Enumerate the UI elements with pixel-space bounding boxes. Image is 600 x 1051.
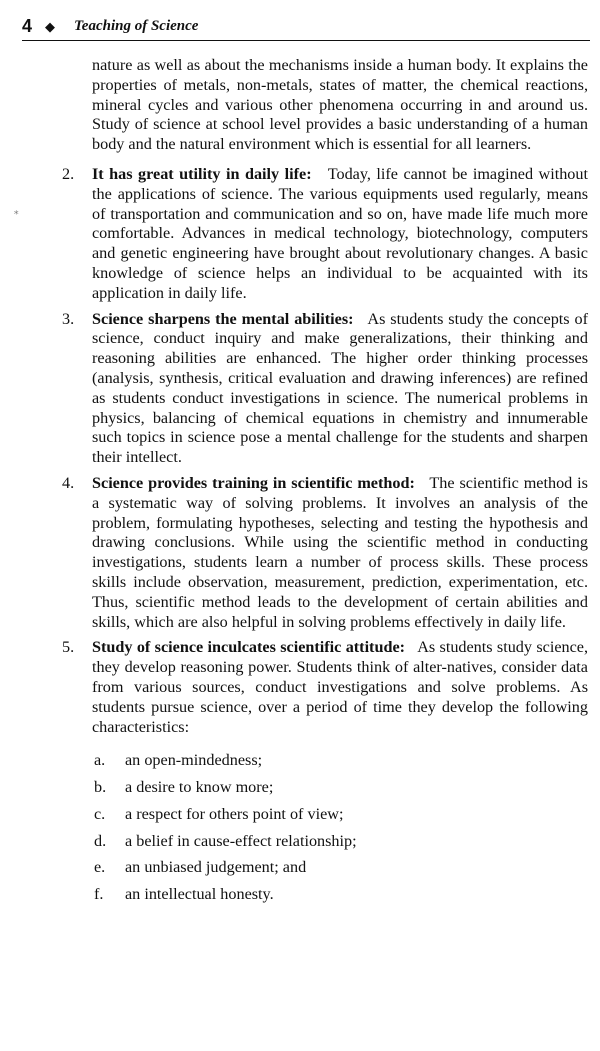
item-heading: It has great utility in daily life: [92, 164, 312, 183]
sublist-letter: f. [94, 885, 104, 904]
sublist-letter: c. [94, 804, 106, 823]
list-item [62, 164, 588, 304]
list-item [62, 473, 588, 632]
item-number: 2. [62, 164, 75, 183]
sublist-text: a respect for others point of view; [125, 804, 344, 823]
sublist-text: a belief in cause-effect relationship; [125, 831, 357, 850]
item-heading: Study of science inculcates scientific attitude: [92, 638, 406, 657]
diamond-icon: ◆ [45, 19, 55, 34]
sublist-text: a desire to know more; [125, 778, 274, 797]
sublist-text: an open-mindedness; [125, 751, 263, 770]
item-number: 3. [62, 309, 75, 328]
page-header [22, 14, 590, 41]
page-body [0, 56, 600, 912]
sublist-letter: a. [94, 751, 106, 770]
item-text: As students study science, they develop reasoning power. Students think of alter-natives, consider data from various sources, conduct investigations and solve problems. As students pursue science, over a period of time they develop the following characteristics: [92, 638, 589, 736]
sublist-item [92, 858, 588, 878]
scan-speck-icon: ⁎ [14, 206, 19, 216]
page-number: 4 [22, 16, 33, 36]
item-heading: Science provides training in scientific method: [92, 473, 415, 492]
sublist-item [92, 778, 588, 798]
list-item [62, 309, 588, 468]
sublist-item [92, 751, 588, 771]
sublist-letter: e. [94, 858, 106, 877]
item-text: Today, life cannot be imagined without the applications of science. The various equipments used regularly, means of transportation and communication and so on, have made life much more comfortable. Advances in medical technology, biotechnology, computers and genetic engineering have brought about revolutionary changes. A basic knowledge of science helps an individual to be acquainted with its application in daily life. [92, 164, 588, 302]
sublist-item [92, 805, 588, 825]
sublist-letter: b. [94, 778, 107, 797]
running-title: Teaching of Science [74, 18, 199, 34]
item-number: 5. [62, 638, 75, 657]
intro-paragraph: nature as well as about the mechanisms inside a human body. It explains the properties of metals, non-metals, states of matter, the chemical reactions, mineral cycles and various other phenomena occurring in and around us. Study of science at school level provides a basic understanding of a human body and the natural environment which is essential for all learners. [92, 56, 588, 154]
item-text: As students study the concepts of science, conduct inquiry and make generalizations, their thinking and reasoning abilities are enhanced. The higher order thinking processes (analysis, synthesis, critical evaluation and drawing inferences) are refined as students conduct investigations in science. The numerical problems in physics, balancing of chemical equations in chemistry and innumerable such topics in science pose a mental challenge for the students and sharpen their intellect. [92, 309, 588, 467]
sublist-text: an unbiased judgement; and [125, 858, 307, 877]
sublist-text: an intellectual honesty. [125, 885, 274, 904]
list-item [62, 638, 589, 737]
characteristics-list [92, 751, 588, 905]
item-number: 4. [62, 473, 75, 492]
sublist-letter: d. [94, 831, 107, 850]
sublist-item [92, 832, 588, 852]
sublist-item [92, 885, 588, 905]
item-heading: Science sharpens the mental abilities: [92, 309, 354, 328]
item-text: The scientific method is a systematic way of solving problems. It involves an analysis of the problem, formulating hypotheses, selecting and testing the hypothesis and drawing conclusions. While using the scientific method in conducting investigations, students learn a number of process skills. These process skills include observation, measurement, prediction, experimentation, etc. Thus, scientific method leads to the development of certain abilities and skills, which are also helpful in solving problems effectively in daily life. [92, 473, 588, 631]
